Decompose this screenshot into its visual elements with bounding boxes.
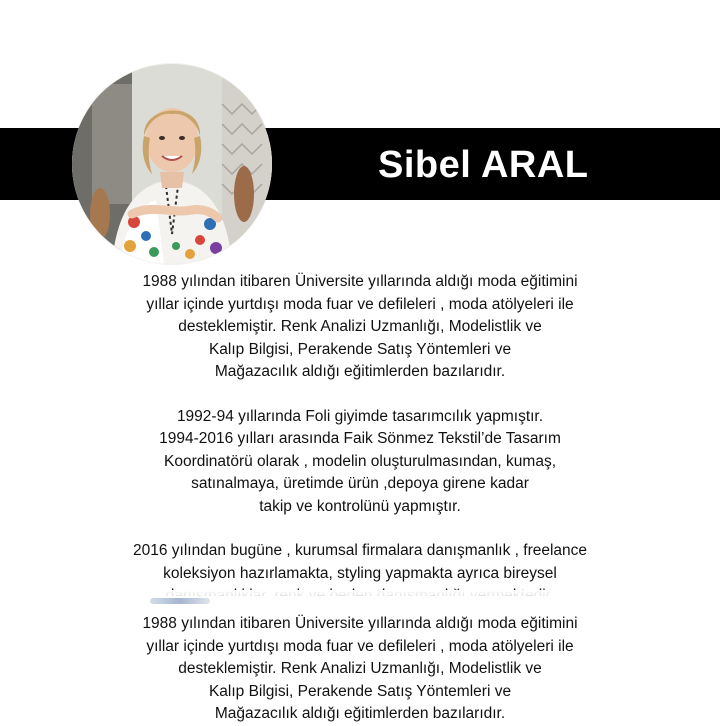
- portrait-illustration: [72, 64, 272, 264]
- bio-line: Kalıp Bilgisi, Perakende Satış Yöntemleri ve: [208, 682, 512, 700]
- bio-line: desteklemiştir. Renk Analizi Uzmanlığı, Modelistlik ve: [178, 318, 542, 335]
- bio-line: 1988 yılından itibaren Üniversite yıllarında aldığı moda eğitimini: [142, 273, 578, 290]
- bio-line: satınalmaya, üretimde ürün ,depoya girene kadar: [191, 475, 529, 492]
- bio-line: yıllar içinde yurtdışı moda fuar ve defileleri , moda atölyeleri ile: [146, 637, 574, 655]
- bio-line: Mağazacılık aldığı eğitimlerden bazılarıdır.: [214, 363, 506, 380]
- bio-line: koleksiyon hazırlamakta, styling yapmakta ayrıca bireysel: [163, 564, 557, 582]
- biography-text-repeat: [0, 613, 720, 726]
- section-fade: [0, 590, 720, 604]
- bio-line: takip ve kontrolünü yapmıştır.: [259, 497, 461, 515]
- bio-line: 1992-94 yıllarında Foli giyimde tasarımcılık yapmıştır.: [176, 407, 544, 425]
- photo-edge-strip: [150, 598, 210, 604]
- bio-line: yıllar içinde yurtdışı moda fuar ve defileleri , moda atölyeleri ile: [146, 295, 574, 313]
- person-name: Sibel ARAL: [378, 144, 589, 186]
- bio-line: Koordinatörü olarak , modelin oluşturulmasından, kumaş,: [163, 452, 556, 470]
- bio-line: Kalıp Bilgisi, Perakende Satış Yöntemleri ve: [208, 340, 512, 358]
- bio-line: 1994-2016 yılları arasında Faik Sönmez Tekstil’de Tasarım: [159, 430, 561, 447]
- bio-line: Mağazacılık aldığı eğitimlerden bazılarıdır.: [214, 705, 506, 722]
- profile-photo: [72, 64, 272, 264]
- biography-text: [0, 271, 720, 596]
- bio-line: desteklemiştir. Renk Analizi Uzmanlığı, Modelistlik ve: [178, 660, 542, 677]
- bio-line: 1988 yılından itibaren Üniversite yıllarında aldığı moda eğitimini: [142, 615, 578, 632]
- bio-line: 2016 yılından bugüne , kurumsal firmalara danışmanlık , freelance: [132, 542, 588, 559]
